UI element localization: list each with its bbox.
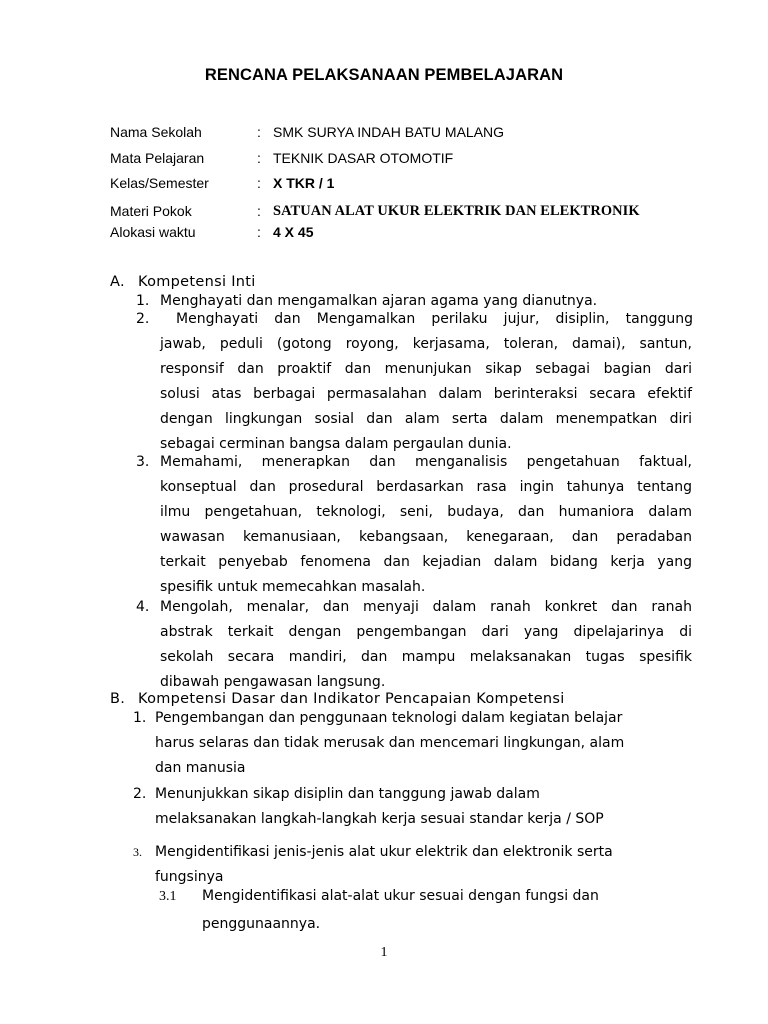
identity-colon: : [257, 224, 261, 240]
document-title: RENCANA PELAKSANAAN PEMBELAJARAN [204, 66, 564, 84]
item-line: dibawah pengawasan langsung. [160, 674, 386, 690]
item-line: jawab, peduli (gotong royong, kerjasama, toleran, damai), santun, [160, 336, 692, 352]
item-line: wawasan kemanusiaan, kebangsaan, kenegaraan, dan peradaban [160, 529, 692, 545]
section-b-heading [110, 691, 565, 707]
item-number: 2. [136, 311, 150, 327]
item-line: fungsinya [155, 869, 224, 885]
identity-colon: : [257, 150, 261, 166]
item-line: Menunjukkan sikap disiplin dan tanggung jawab dalam [155, 786, 540, 802]
section-letter: A. [110, 274, 125, 290]
item-line: melaksanakan langkah-langkah kerja sesuai standar kerja / SOP [155, 811, 604, 827]
section-letter: B. [110, 691, 126, 707]
identity-colon: : [257, 203, 261, 219]
item-number: 2. [133, 786, 147, 802]
item-line: sebagai cerminan bangsa dalam pergaulan dunia. [160, 436, 512, 452]
item-line: Menghayati dan Mengamalkan perilaku jujur, disiplin, tanggung [176, 311, 693, 327]
identity-value: X TKR / 1 [273, 175, 335, 191]
item-number: 1. [133, 710, 147, 726]
item-number: 3. [136, 454, 150, 470]
item-line: Mengidentifikasi alat-alat ukur sesuai dengan fungsi dan [202, 888, 599, 904]
identity-label: Nama Sekolah [110, 124, 202, 140]
identity-value: TEKNIK DASAR OTOMOTIF [273, 150, 454, 166]
item-line: Menghayati dan mengamalkan ajaran agama yang dianutnya. [160, 293, 598, 309]
identity-value: SMK SURYA INDAH BATU MALANG [273, 124, 505, 140]
item-line: abstrak terkait dengan pengembangan dari yang dipelajarinya di [160, 624, 692, 640]
item-line: dengan lingkungan sosial dan alam serta dalam menempatkan diri [160, 411, 692, 427]
item-number: 1. [136, 293, 150, 309]
item-line: Pengembangan dan penggunaan teknologi dalam kegiatan belajar [155, 710, 623, 726]
identity-value: SATUAN ALAT UKUR ELEKTRIK DAN ELEKTRONIK [273, 203, 640, 219]
identity-value: 4 X 45 [273, 224, 314, 240]
item-line: dan manusia [155, 760, 246, 776]
item-number: 3. [133, 845, 142, 859]
section-a-heading [110, 274, 256, 290]
section-title: Kompetensi Dasar dan Indikator Pencapaian Kompetensi [138, 691, 565, 707]
identity-label: Alokasi waktu [110, 224, 196, 240]
item-line: penggunaannya. [202, 916, 321, 932]
item-line: responsif dan proaktif dan menunjukan sikap sebagai bagian dari [160, 361, 692, 377]
item-number: 4. [136, 599, 150, 615]
item-line: spesifik untuk memecahkan masalah. [160, 579, 426, 595]
item-line: Mengidentifikasi jenis-jenis alat ukur elektrik dan elektronik serta [155, 844, 613, 860]
item-line: ilmu pengetahuan, teknologi, seni, budaya, dan humaniora dalam [160, 504, 692, 520]
item-line: Memahami, menerapkan dan menganalisis pengetahuan faktual, [160, 454, 692, 470]
item-line: harus selaras dan tidak merusak dan mencemari lingkungan, alam [155, 735, 625, 751]
item-line: Mengolah, menalar, dan menyaji dalam ranah konkret dan ranah [160, 599, 692, 615]
identity-colon: : [257, 124, 261, 140]
identity-label: Kelas/Semester [110, 175, 209, 191]
sub-item-number: 3.1 [159, 889, 177, 904]
identity-label: Mata Pelajaran [110, 150, 205, 166]
item-line: konseptual dan prosedural berdasarkan rasa ingin tahunya tentang [160, 479, 692, 495]
item-line: terkait penyebab fenomena dan kejadian dalam bidang kerja yang [160, 554, 692, 570]
page-number: 1 [380, 945, 388, 960]
identity-label: Materi Pokok [110, 203, 192, 219]
identity-colon: : [257, 175, 261, 191]
item-line: sekolah secara mandiri, dan mampu melaksanakan tugas spesifik [160, 649, 692, 665]
item-line: solusi atas berbagai permasalahan dalam berinteraksi secara efektif [160, 386, 692, 402]
section-title: Kompetensi Inti [138, 274, 256, 290]
